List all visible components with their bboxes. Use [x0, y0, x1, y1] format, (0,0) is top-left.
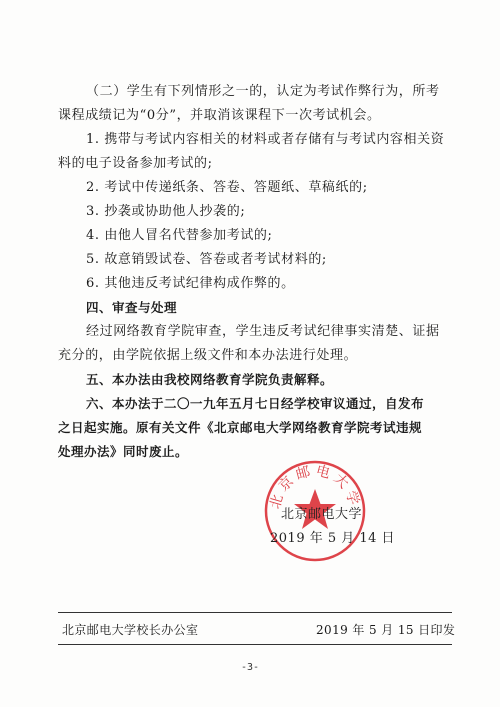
- paragraph-line: 充分的，由学院依据上级文件和本办法进行处理。: [58, 348, 358, 363]
- signature-date: 2019 年 5 月 14 日: [270, 531, 396, 546]
- list-item: 6. 其他违反考试纪律构成作弊的。: [86, 276, 295, 291]
- list-item: 2. 考试中传递纸条、答卷、答题纸、草稿纸的;: [86, 180, 368, 195]
- section-paragraph: 处理办法》同时废止。: [58, 444, 189, 459]
- page-number: -3-: [240, 662, 260, 673]
- footer-divider-top: [58, 612, 452, 613]
- paragraph-line: （二）学生有下列情形之一的，认定为考试作弊行为，所考: [86, 84, 440, 99]
- list-item: 4. 由他人冒名代替参加考试的;: [86, 228, 273, 243]
- list-item: 1. 携带与考试内容相关的材料或者存储有与考试内容相关资: [86, 132, 445, 147]
- section-paragraph: 六、本办法于二〇一九年五月七日经学校审议通过，自发布: [86, 396, 425, 411]
- paragraph-line: 经过网络教育学院审查，学生违反考试纪律事实清楚、证据: [86, 324, 440, 339]
- list-item: 5. 故意销毁试卷、答卷或者考试材料的;: [86, 252, 327, 267]
- section-paragraph: 之日起实施。原有关文件《北京邮电大学网络教育学院考试违规: [58, 420, 423, 435]
- svg-text:北京邮电大学: 北京邮电大学: [267, 462, 363, 511]
- paragraph-line: 课程成绩记为“0分”，并取消该课程下一次考试机会。: [58, 108, 381, 123]
- footer-office: 北京邮电大学校长办公室: [62, 623, 199, 637]
- footer-divider-bottom: [58, 644, 452, 645]
- list-item: 3. 抄袭或协助他人抄袭的;: [86, 204, 246, 219]
- section-heading: 五、本办法由我校网络教育学院负责解释。: [86, 372, 334, 387]
- section-heading: 四、审查与处理: [86, 300, 178, 315]
- footer-print-date: 2019 年 5 月 15 日印发: [316, 623, 456, 637]
- signature-org: 北京邮电大学: [281, 507, 363, 522]
- list-item-continuation: 料的电子设备参加考试的;: [58, 156, 213, 171]
